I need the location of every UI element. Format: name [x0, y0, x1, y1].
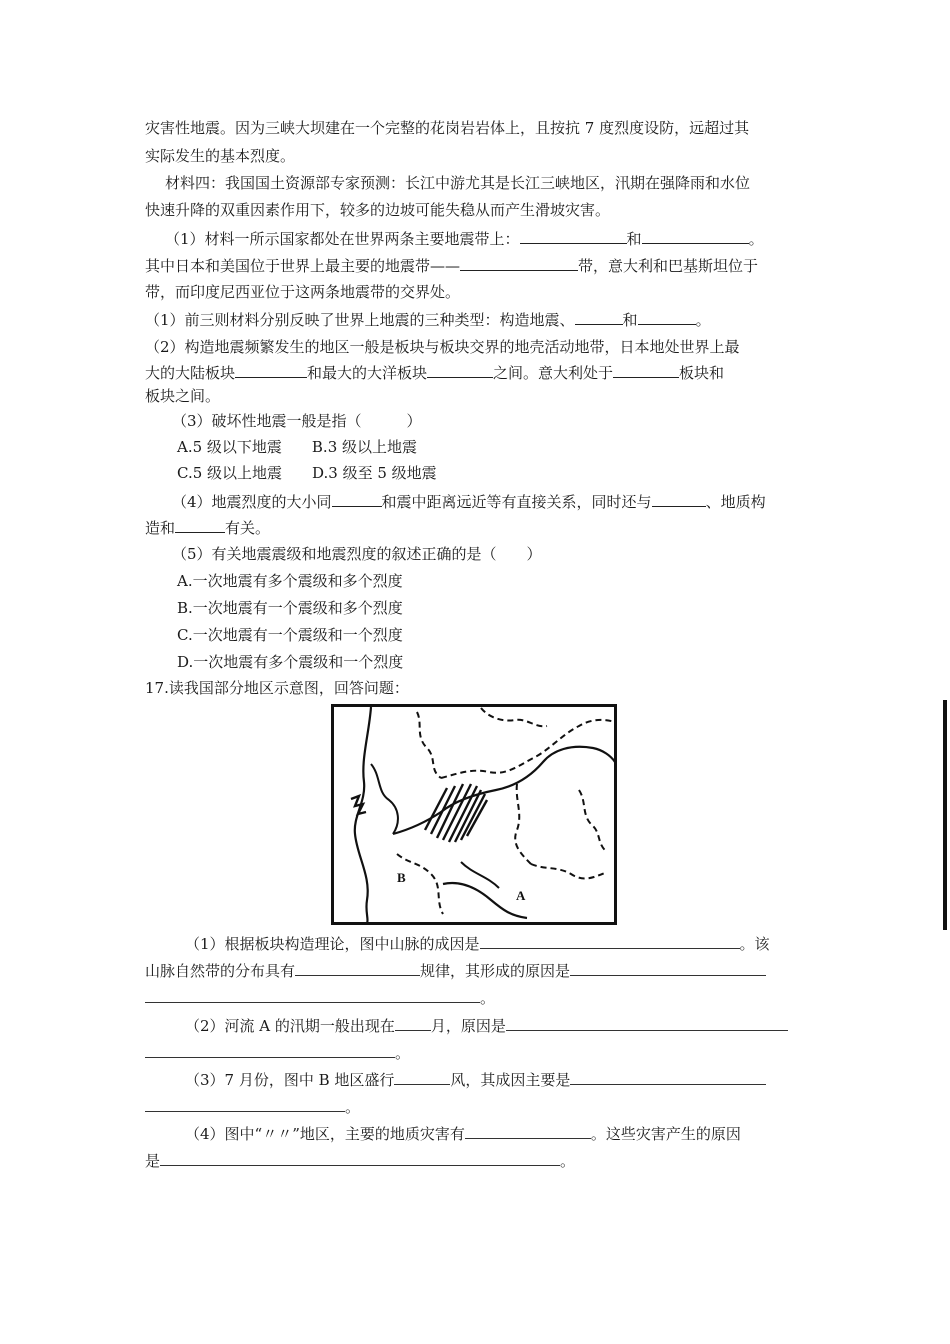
question-text: 风，其成因主要是 [450, 1071, 571, 1089]
question-17-1a [185, 932, 770, 955]
question-text: 造和 [145, 519, 176, 537]
answer-blank[interactable] [652, 490, 706, 507]
question-text: 带，意大利和巴基斯坦位于 [578, 257, 759, 275]
question-text: （4）地震烈度的大小同 [172, 493, 332, 511]
map-label-a: A [516, 888, 526, 903]
answer-blank[interactable] [460, 254, 578, 271]
answer-blank[interactable] [235, 361, 307, 378]
question-4a [172, 490, 766, 513]
answer-blank[interactable] [395, 1014, 431, 1031]
question-3-options-ab: A.5 级以下地震 B.3 级以上地震 [177, 438, 418, 456]
answer-blank[interactable] [575, 308, 623, 325]
question-text: 。 [695, 311, 711, 329]
answer-blank[interactable] [520, 227, 627, 244]
question-1b [145, 254, 758, 277]
answer-blank[interactable] [175, 516, 225, 533]
answer-blank[interactable] [480, 932, 740, 949]
question-17-4a [185, 1122, 741, 1145]
question-text: 。 [480, 989, 496, 1007]
question-text: 。 [345, 1098, 361, 1116]
question-text: （1）材料一所示国家都处在世界两条主要地震带上： [165, 230, 520, 248]
question-text: 。 [395, 1044, 411, 1062]
answer-blank[interactable] [427, 361, 493, 378]
question-text: 大的大陆板块 [145, 364, 236, 382]
map-label-b: B [397, 870, 406, 885]
question-17-1c [145, 986, 495, 1009]
question-4b [145, 516, 270, 539]
question-2a: （2）构造地震频繁发生的地区一般是板块与板块交界的地壳活动地带，日本地处世界上最 [145, 338, 740, 356]
question-17-1b [145, 959, 766, 982]
text-line: 板块之间。 [145, 387, 221, 405]
option-d[interactable]: D.一次地震有多个震级和一个烈度 [177, 653, 404, 671]
question-text: 规律，其形成的原因是 [420, 962, 571, 980]
question-text: 是 [145, 1152, 161, 1170]
question-1a [165, 227, 764, 250]
question-text: （3）7 月份，图中 B 地区盛行 [185, 1071, 395, 1089]
question-text: （1）根据板块构造理论，图中山脉的成因是 [185, 935, 480, 953]
question-text: 和 [626, 230, 642, 248]
question-2b [145, 361, 724, 384]
text-line: 实际发生的基本烈度。 [145, 147, 296, 165]
text-line: 材料四：我国国土资源部专家预测：长江中游尤其是长江三峡地区，汛期在强降雨和水位 [165, 174, 751, 192]
question-text: 和 [622, 311, 638, 329]
question-text: 。这些灾害产生的原因 [590, 1125, 741, 1143]
question-3: （3）破坏性地震一般是指（ ） [172, 412, 422, 430]
text-line: 带，而印度尼西亚位于这两条地震带的交界处。 [145, 283, 461, 301]
answer-blank[interactable] [145, 1095, 345, 1112]
question-17-3b [145, 1095, 360, 1118]
question-text: 板块和 [679, 364, 725, 382]
answer-blank[interactable] [145, 986, 480, 1003]
answer-blank[interactable] [145, 1041, 395, 1058]
answer-blank[interactable] [332, 490, 382, 507]
question-17-2b [145, 1041, 410, 1064]
question-3-options-cd: C.5 级以上地震 D.3 级至 5 级地震 [177, 464, 437, 482]
question-17-3a [185, 1068, 766, 1091]
option-c[interactable]: C.一次地震有一个震级和一个烈度 [177, 626, 403, 644]
answer-blank[interactable] [570, 1068, 766, 1085]
question-text: 、地质构 [705, 493, 766, 511]
question-text: 其中日本和美国位于世界上最主要的地震带—— [145, 257, 461, 275]
question-17-4b [145, 1149, 575, 1172]
question-text: （2）河流 A 的汛期一般出现在 [185, 1017, 395, 1035]
question-text: 和最大的大洋板块 [307, 364, 428, 382]
answer-blank[interactable] [160, 1149, 560, 1166]
answer-blank[interactable] [295, 959, 420, 976]
question-text: 之间。意大利处于 [493, 364, 614, 382]
region-map [331, 704, 617, 925]
question-text: 山脉自然带的分布具有 [145, 962, 296, 980]
question-text: 。 [748, 230, 764, 248]
answer-blank[interactable] [570, 959, 766, 976]
page-edge-bar [943, 700, 947, 930]
option-a[interactable]: A.一次地震有多个震级和多个烈度 [177, 572, 403, 590]
question-text: 有关。 [225, 519, 271, 537]
question-text: （4）图中“〃〃”地区，主要的地质灾害有 [185, 1125, 465, 1143]
answer-blank[interactable] [642, 227, 749, 244]
question-text: 。该 [739, 935, 770, 953]
question-1d [145, 308, 711, 331]
question-text: 。 [560, 1152, 576, 1170]
text-line: 灾害性地震。因为三峡大坝建在一个完整的花岗岩岩体上，且按抗 7 度烈度设防，远超过其 [145, 119, 750, 137]
answer-blank[interactable] [613, 361, 679, 378]
question-5: （5）有关地震震级和地震烈度的叙述正确的是（ ） [172, 545, 542, 563]
answer-blank[interactable] [506, 1014, 788, 1031]
question-text: （1）前三则材料分别反映了世界上地震的三种类型：构造地震、 [145, 311, 575, 329]
question-17-2a [185, 1014, 788, 1037]
question-17-title: 17.读我国部分地区示意图，回答问题： [145, 679, 409, 697]
question-text: 月，原因是 [430, 1017, 506, 1035]
answer-blank[interactable] [394, 1068, 450, 1085]
answer-blank[interactable] [465, 1122, 591, 1139]
option-b[interactable]: B.一次地震有一个震级和多个烈度 [177, 599, 403, 617]
answer-blank[interactable] [638, 308, 696, 325]
question-text: 和震中距离远近等有直接关系，同时还与 [381, 493, 652, 511]
text-line: 快速升降的双重因素作用下，较多的边坡可能失稳从而产生滑坡灾害。 [145, 201, 611, 219]
